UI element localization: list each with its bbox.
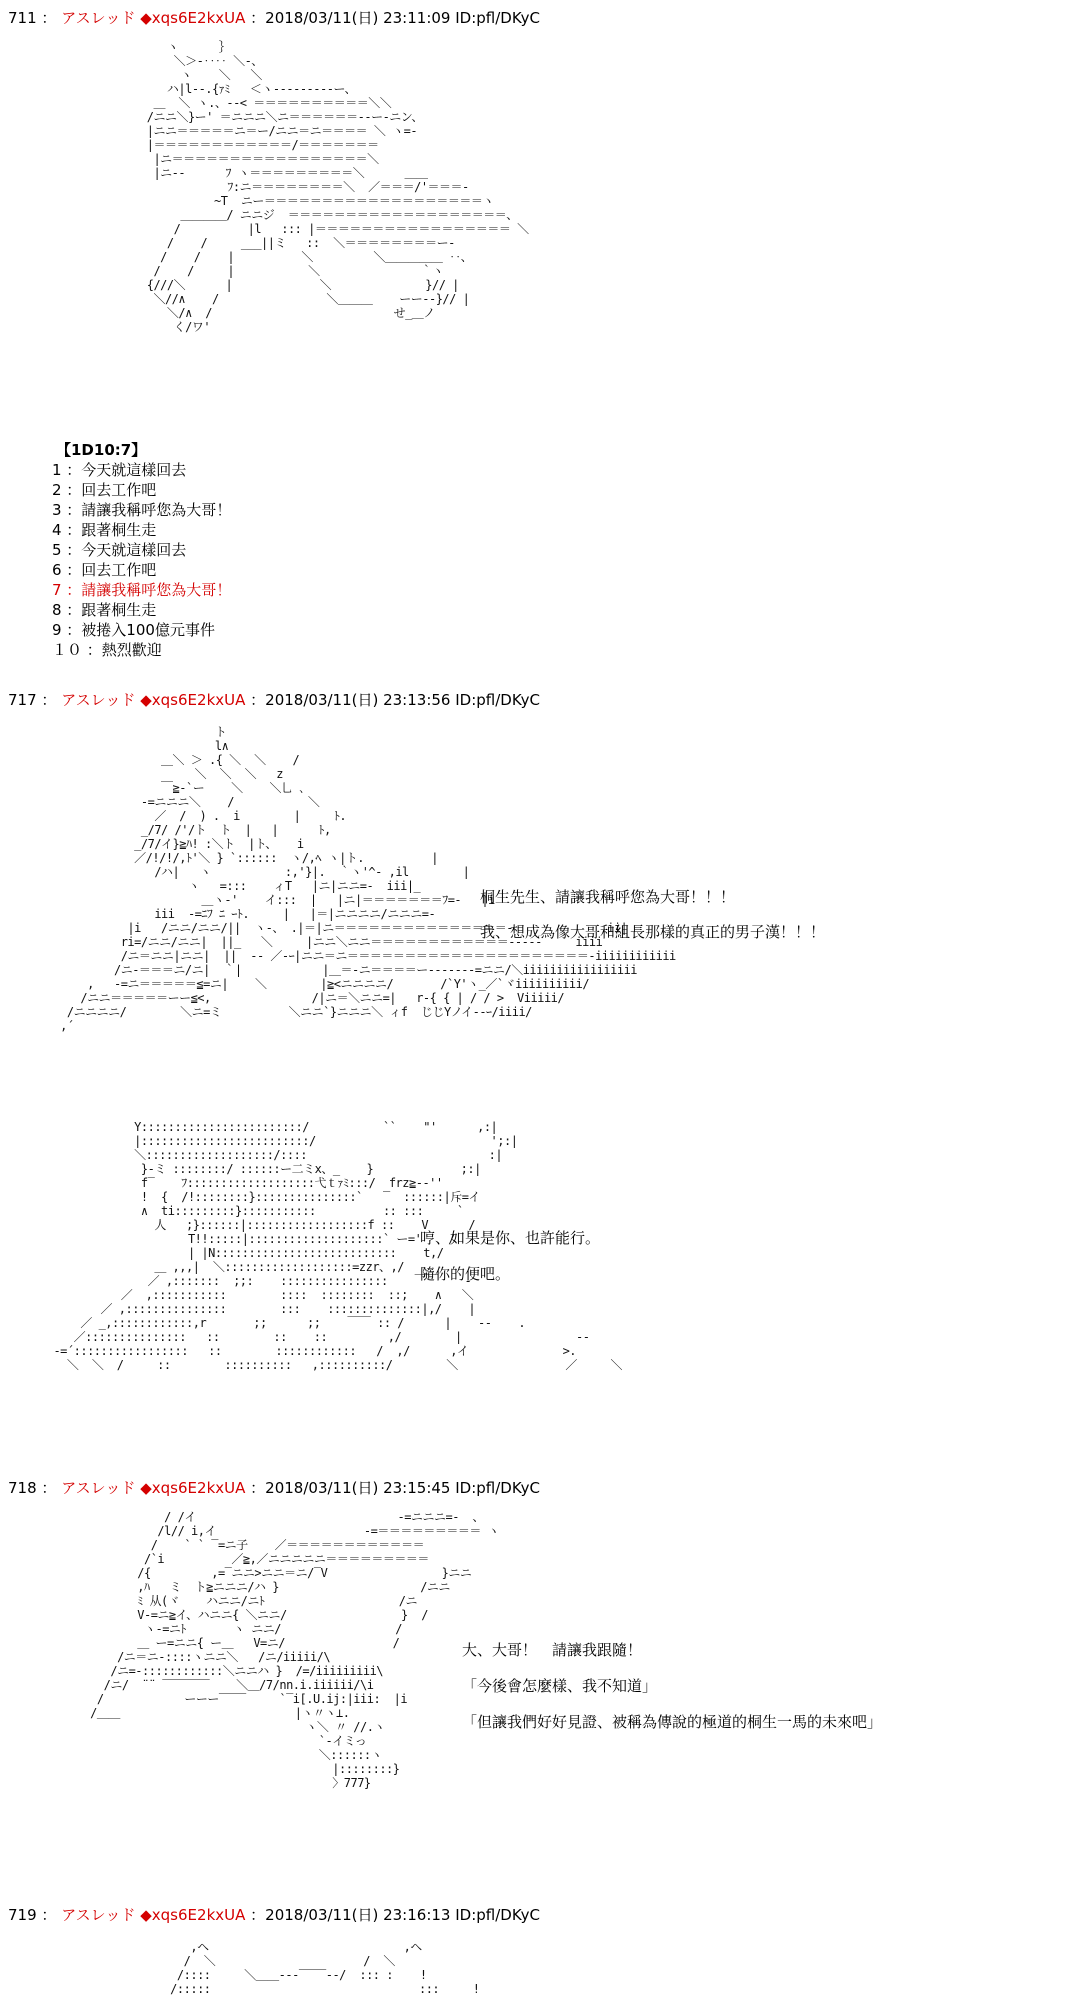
post-number: 711 xyxy=(8,9,37,27)
poster-trip: ◆xqs6E2kxUA xyxy=(140,1906,246,1924)
post-header-719: 719 ： アスレッド ◆xqs6E2kxUA ：2018/03/11(日) 23:16:13 ID:pfl/DKyC xyxy=(8,1906,540,1924)
vote-option: 2 ：回去工作吧 xyxy=(52,481,157,499)
vote-option: １０ ：熱烈歡迎 xyxy=(52,641,162,659)
dialogue-line: 隨你的便吧。 xyxy=(420,1265,511,1283)
post-datetime: 2018/03/11(日) 23:15:45 xyxy=(265,1479,451,1497)
dialogue-line: 「但讓我們好好見證、被稱為傳說的極道的桐生一馬的未來吧」 xyxy=(462,1713,883,1731)
dialogue-line: 桐生先生、請讓我稱呼您為大哥！！！ xyxy=(480,888,736,906)
poster-trip: ◆xqs6E2kxUA xyxy=(140,691,246,709)
post-id: ID:pfl/DKyC xyxy=(455,1906,540,1924)
ascii-art-718: / /イ -=ニニニ=- 、 /l// i,イ -=＝＝＝＝＝＝＝＝＝ ヽ / ` ` ‾=ニ子 ／＝＝＝＝＝＝＝＝＝＝＝＝ /`i ／≧,／ニニニニニ＝＝＝＝＝＝＝＝＝ /{ ,=‾ニニ>ニニ＝ニ/‾V }ニニ ,ﾊ ミ ト≧ニニニ/ハ } /ニニ ﾐ 从(ヾ ハニニ/ニﾄ /ニ V-=ニ≧イ、ハニニ{ ＼ニニ/ } / ヽ-=ニﾄ ヽ ニニ/ / ＿ ー=ニニ{ ー＿ V=ニ/ / /ニ＝ニ-::::ヽニニ＼ /ニ/iiiii/\ /ニ=-::::::::::::＼ニニハ } /=/iiiiiiiii\ /ニ/ ¨¨ ‾‾‾‾‾‾‾ ＼＿/7/nn.i.iiiiii/\i / ーーー‾‾‾‾ `‾i[.U.ij:|iii: |i /＿＿ |ヽ〃ヽ⊥. ヽ＼ 〃 //.ヽ `-イミっ ＼::::::ヽ |::::::::} 〉777} xyxy=(90,1510,500,1790)
dialogue-line: 大、大哥！ 請讓我跟隨！ xyxy=(462,1641,643,1659)
poster-trip: ◆xqs6E2kxUA xyxy=(140,1479,246,1497)
dice-roll-title: 【1D10:7】 xyxy=(56,441,147,459)
vote-option: 6 ：回去工作吧 xyxy=(52,561,157,579)
post-number: 719 xyxy=(8,1906,37,1924)
post-id: ID:pfl/DKyC xyxy=(455,9,540,27)
poster-name[interactable]: アスレッド xyxy=(61,691,136,709)
vote-option-selected: 7 ：請讓我稱呼您為大哥！ xyxy=(52,581,232,599)
post-header-711: 711 ： アスレッド ◆xqs6E2kxUA ：2018/03/11(日) 23:11:09 ID:pfl/DKyC xyxy=(8,9,540,27)
ascii-art-711: ヽ ｝ ＼＞-‥‥ ＼-、 ヽ ＼ ＼ ハ|l--.{ｧﾐ ＜ヽ---------ー、 ＿ ＼ ヽ.、--< ＝＝＝＝＝＝＝＝＝＝＼＼ /ニニ＼}ー' ＝ニニニ＼ニ＝＝＝＝＝＝--ー-ニン、 |ニニ＝＝＝＝＝ニ＝ー/ニニ＝ニ＝＝＝＝ ＼ ヽ=- |＝＝＝＝＝＝＝＝＝＝＝＝/＝＝＝＝＝＝＝ |ニ＝＝＝＝＝＝＝＝＝＝＝＝＝＝＝＝＝＼ |ニ-- ﾌ ヽ＝＝＝＝＝＝＝＝＝＼ ＿＿ ﾌ:ニ＝＝＝＝＝＝＝＝＼ ／＝＝＝/'＝＝＝- ~T ニー＝＝＝＝＝＝＝＝＝＝＝＝＝＝＝＝＝＝＝ヽ ＿＿＿＿/ ニニジ ＝＝＝＝＝＝＝＝＝＝＝＝＝＝＝＝＝＝＝、 / |l ::: |＝＝＝＝＝＝＝＝＝＝＝＝＝＝＝＝＝ ＼ / / ___||ミ :: ＼＝＝＝＝＝＝＝＝ー- / / | ＼ ＼＿＿＿＿＿ ‥、 / / | ＼ ｀ヽ {///＼ | ＼ }// | ＼//∧ / ＼＿＿＿ ーー--}// | ＼/∧ / せ_＿ノ く/ワ' xyxy=(146,40,529,334)
vote-option: 8 ：跟著桐生走 xyxy=(52,601,157,619)
poster-name[interactable]: アスレッド xyxy=(61,9,136,27)
vote-option: 3 ：請讓我稱呼您為大哥！ xyxy=(52,501,232,519)
post-id: ID:pfl/DKyC xyxy=(455,691,540,709)
ascii-art-719: ,ヘ ,ヘ / ＼ / ＼ /:::: ＼＿＿---‾‾‾‾--/ ::: : ! /::::: ::: ! xyxy=(170,1940,480,1996)
post-header-718: 718 ： アスレッド ◆xqs6E2kxUA ：2018/03/11(日) 23:15:45 ID:pfl/DKyC xyxy=(8,1479,540,1497)
vote-option: 4 ：跟著桐生走 xyxy=(52,521,157,539)
post-id: ID:pfl/DKyC xyxy=(455,1479,540,1497)
poster-name[interactable]: アスレッド xyxy=(61,1479,136,1497)
vote-option: 1 ：今天就這樣回去 xyxy=(52,461,187,479)
post-number: 718 xyxy=(8,1479,37,1497)
dialogue-line: 我、想成為像大哥和組長那樣的真正的男子漢！！！ xyxy=(480,923,826,941)
dialogue-line: 「今後會怎麼樣、我不知道」 xyxy=(462,1677,658,1695)
vote-option: 9 ：被捲入100億元事件 xyxy=(52,621,215,639)
vote-option: 5 ：今天就這樣回去 xyxy=(52,541,187,559)
post-datetime: 2018/03/11(日) 23:11:09 xyxy=(265,9,451,27)
ascii-art-717-top: ト l∧ ＿＼ ＞ .{ ＼ ＼ / ＼ ＼ ＼ z ￣≧-`ー ＼ ＼乚 ､ -=ニニニ＼ / ＼ ／ / ) . i | ﾄ. _/7/ /'/ト ト | | ﾄ, _/7/イ}≧ﾊ! :＼ト |ト、 i ／/!/!/,ﾄ'＼ } `:::::: ヽ/,ﾍ ヽ|ト. | /ハ| ヽ :,'}|. ｀ヽ'^- ,il | ヽ =::: ィT |ニ|ニニ=- iii|_ ＿ヽ-' イ::: | |ニ|＝＝＝＝＝＝＝ﾌ=- |i iii -=ﾆﾌ ﾆ ｰﾄ. | |＝|ニニニニ/ニニニ=- |i /ニニ/ニニ/|| ヽ-、 .|＝|ニ＝＝＝＝＝＝＝＝＝＝＝＝＝＝＝- ii| ri=/ニニ/ニニ| ||_ ＼ |ニニ＼ニニ＝＝＝＝＝＝＝＝＝＝＝＝----- iiii /ニ＝ニニ|ニニ| || -- ／-ｰ|ニニ＝ニ＝＝＝＝＝＝＝＝＝＝＝＝＝＝＝＝＝＝＝＝＝-iiiiiiiiiiii /ニ-＝＝＝ニ/ニ| ｀| |＿＝-ニ＝＝＝＝ー-------=ニニ/＼iiiiiiiiiiiiiiiii , -=ニ＝＝＝＝＝≦=ニ| ＼ |≧<ニニニニ/ /`Y'ヽ_／`ヾiiiiiiiiii/ /ニニ＝＝＝＝＝ーー≦<, /|ニ＝＼ニニ=| r-{ { | / / > Viiiii/ /ニニニニ/ ＼ニ=ミ ＼ニニ`}ニニニ＼ ィf じじYノイ--ｰ/iiii/ ,´ xyxy=(60,725,676,1033)
post-number: 717 xyxy=(8,691,37,709)
dialogue-line: 哼、如果是你、也許能行。 xyxy=(420,1229,601,1247)
post-datetime: 2018/03/11(日) 23:16:13 xyxy=(265,1906,451,1924)
post-datetime: 2018/03/11(日) 23:13:56 xyxy=(265,691,451,709)
poster-trip: ◆xqs6E2kxUA xyxy=(140,9,246,27)
vote-result xyxy=(52,440,231,660)
post-header-717: 717 ： アスレッド ◆xqs6E2kxUA ：2018/03/11(日) 23:13:56 ID:pfl/DKyC xyxy=(8,691,540,709)
poster-name[interactable]: アスレッド xyxy=(61,1906,136,1924)
ascii-art-717-bottom: Y::::::::::::::::::::::::/ `` "' ,:| |:::::::::::::::::::::::::/ ';:| ＼:::::::::::::::::::/:::: :| }-ミ ::::::::/ ::::::ー二ミx、_ } ;:| f‾ ﾌ:::::::::::::::::::弋ｔｧﾐ:::/ frz≧-‐'' ! { /!::::::::}:::::::::::::::` ‾ ::::::|斥=イ ∧ ti:::::::::}::::::::::: :: ::: ` 人 ;}::::::|::::::::::::::::::f :: V / T!!:::::|::::::::::::::::::::` ー=' / | |N::::::::::::::::::::::::::: t,/ ＿ ,,,| ＼:::::::::::::::::::=zzr、,/ ／ ,::::::: ;;: :::::::::::::::: ￣￣ - ／ ,::::::::::: :::: :::::::: ::; ∧ ＼ ／ ,::::::::::::::: ::: ::::::::::::::|,/ | ／ _,::::::::::::,r ;; ;; ￣￣ :: / | -- . ／::::::::::::::: :: :: :: ,/ | -- -=´::::::::::::::::: :: :::::::::::: / ,/ ,イ >. ＼ ＼ / :: :::::::::: ,::::::::::/ ＼ ／ ＼ xyxy=(53,1120,623,1372)
